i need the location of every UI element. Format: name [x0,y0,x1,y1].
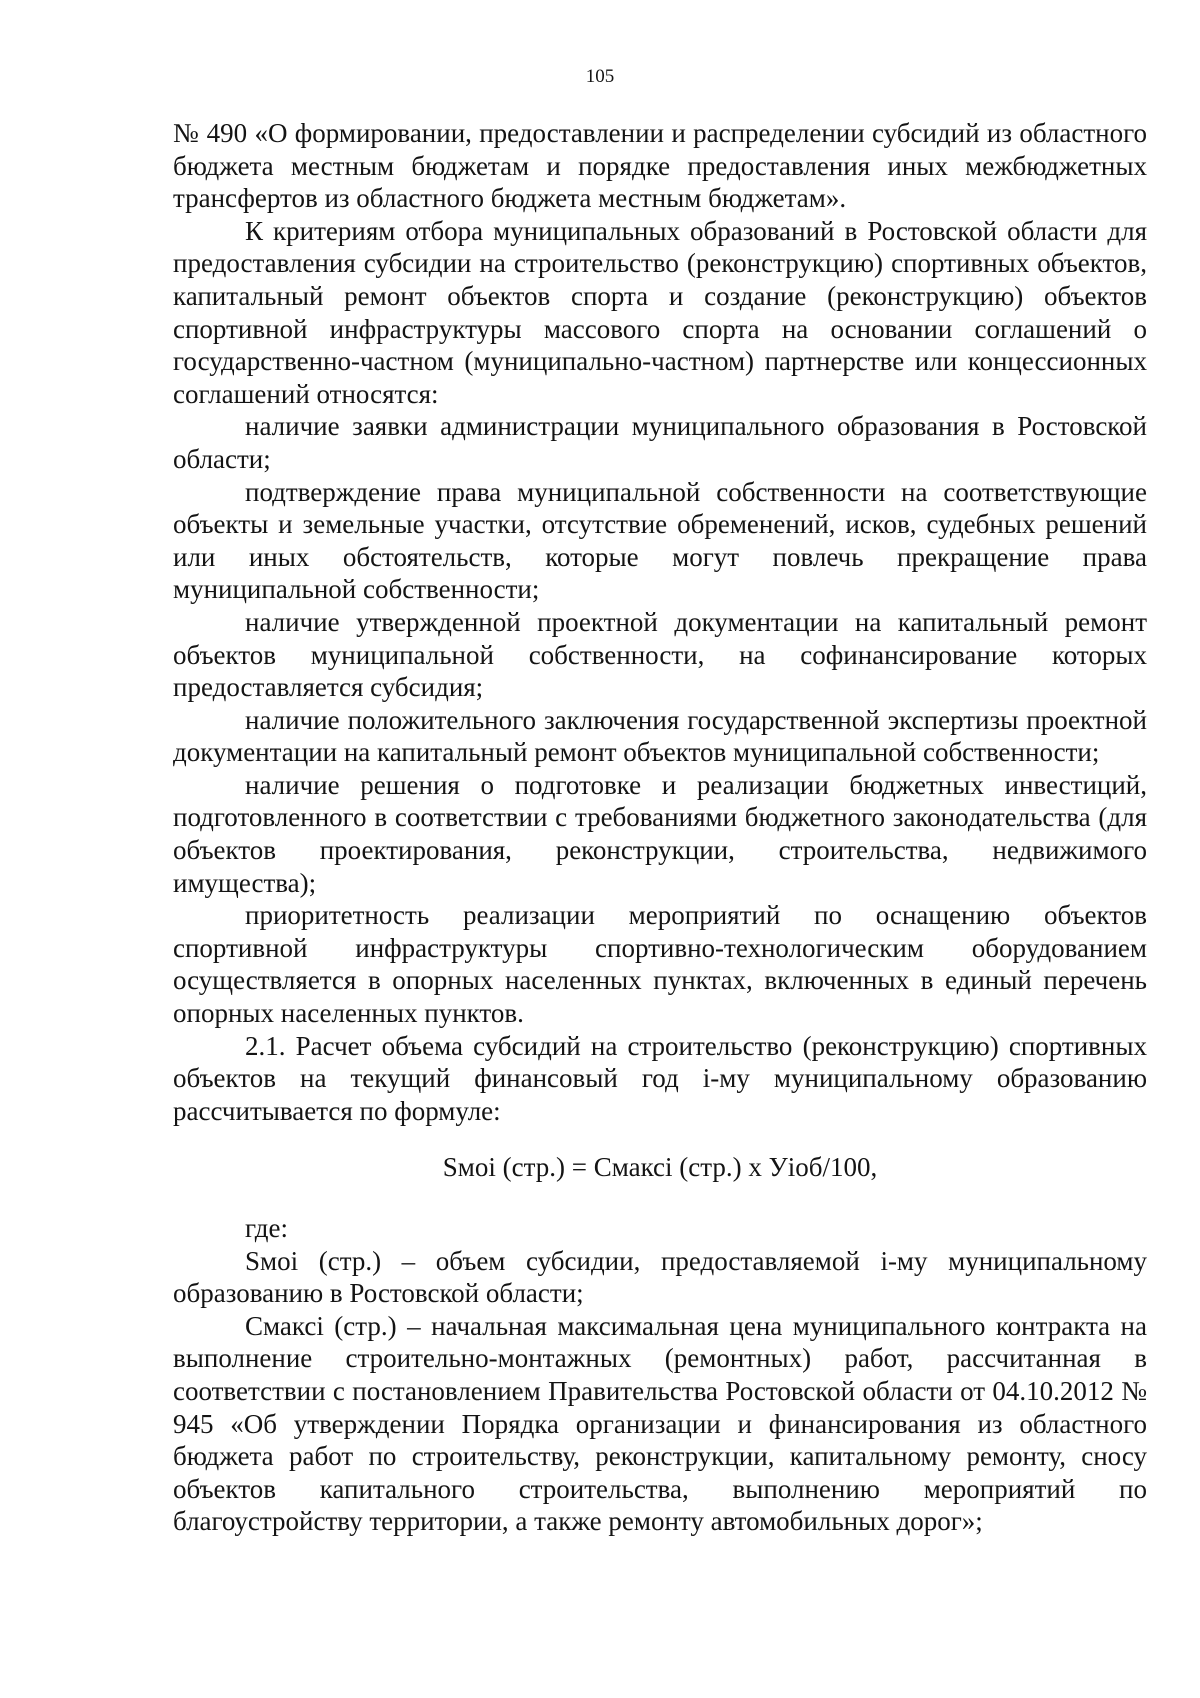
criterion-state-expertise: наличие положительного заключения государственной экспертизы проектной документации на капитальный ремонт объектов муниципальной собственности; [173,704,1147,768]
paragraph-continuation: № 490 «О формировании, предоставлении и распределении субсидий из областного бюджета местным бюджетам и порядке предоставления иных межбюджетных трансфертов из областного бюджета местным бюджетам». [173,118,1147,214]
definition-smo: Sмоi (стр.) – объем субсидии, предоставляемой i-му муниципальному образованию в Ростовской области; [173,1245,1147,1309]
criterion-design-documentation: наличие утвержденной проектной документации на капитальный ремонт объектов муниципальной собственности, на софинансирование которых предоставляется субсидия; [173,606,1147,703]
criterion-investment-decision: наличие решения о подготовке и реализации бюджетных инвестиций, подготовленного в соответствии с требованиями бюджетного законодательства (для объектов проектирования, реконструкции, строительства, недвижимого имущества); [173,769,1147,898]
document-body [173,117,1147,1538]
criterion-priority: приоритетность реализации мероприятий по оснащению объектов спортивной инфраструктуры спортивно-технологическим оборудованием осуществляется в опорных населенных пунктах, включенных в единый перечень опорных населенных пунктов. [173,900,1147,1029]
paragraph-section-2-1: 2.1. Расчет объема субсидий на строительство (реконструкцию) спортивных объектов на текущий финансовый год i-му муниципальному образованию рассчитывается по формуле: [173,1030,1147,1126]
page-number: 105 [585,66,615,87]
criterion-ownership: подтверждение права муниципальной собственности на соответствующие объекты и земельные участки, отсутствие обременений, исков, судебных решений или иных обстоятельств, которые могут повлечь прекращение права муниципальной собственности; [173,476,1147,605]
paragraph-selection-criteria: К критериям отбора муниципальных образований в Ростовской области для предоставления субсидии на строительство (реконструкцию) спортивных объектов, капитальный ремонт объектов спорта и создание (реконструкцию) объектов спортивной инфраструктуры массового спорта на основании соглашений о государственно-частном (муниципально-частном) партнерстве или концессионных соглашений относятся: [173,215,1147,409]
subsidy-formula: Sмоi (стр.) = Смаксi (стр.) х Уioб/100, [442,1152,878,1183]
paragraph-where: где: [245,1213,288,1243]
criterion-application: наличие заявки администрации муниципального образования в Ростовской области; [173,411,1147,474]
definition-smax: Смаксi (стр.) – начальная максимальная цена муниципального контракта на выполнение строительно-монтажных (ремонтных) работ, рассчитанная в соответствии с постановлением Правительства Ростовской области от 04.10.2012 № 945 «Об утверждении Порядка организации и финансирования из областного бюджета работ по строительству, реконструкции, капитальному ремонту, сносу объектов капитального строительства, выполнению мероприятий по благоустройству территории, а также ремонту автомобильных дорог»; [173,1310,1147,1537]
